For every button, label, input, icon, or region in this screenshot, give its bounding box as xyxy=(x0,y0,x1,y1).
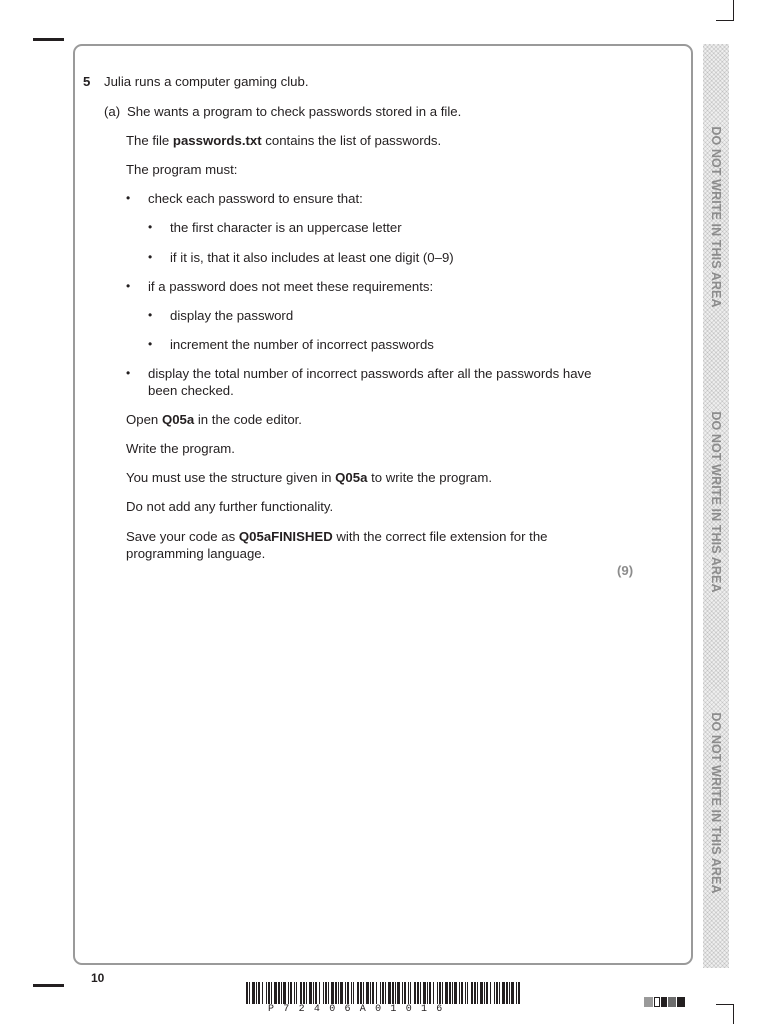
save-line-2: programming language. xyxy=(126,546,266,561)
bullet-2-marker: • xyxy=(126,279,131,293)
page-number: 10 xyxy=(91,971,105,985)
must-line: The program must: xyxy=(126,162,238,177)
sub-bullet-1-1-marker: • xyxy=(148,220,153,234)
crop-mark-top-right-h xyxy=(716,20,734,21)
open-line: Open Q05a in the code editor. xyxy=(126,412,302,427)
sub-bullet-2-2-marker: • xyxy=(148,337,153,351)
save-line: Save your code as Q05aFINISHED with the correct file extension for the xyxy=(126,529,548,544)
bullet-1-marker: • xyxy=(126,191,131,205)
crop-mark-top-left xyxy=(33,38,64,41)
no-add-line: Do not add any further functionality. xyxy=(126,499,334,514)
part-a-intro: She wants a program to check passwords stored in a file. xyxy=(127,104,462,119)
barcode xyxy=(246,982,522,1004)
sub-bullet-1-2-text: if it is, that it also includes at least one digit (0–9) xyxy=(170,250,454,265)
marks-allocation: (9) xyxy=(617,563,634,578)
structure-line: You must use the structure given in Q05a to write the program. xyxy=(126,470,493,485)
bullet-3-marker: • xyxy=(126,366,131,380)
bullet-1-text: check each password to ensure that: xyxy=(148,191,363,206)
crop-mark-bottom-right xyxy=(733,1004,734,1024)
sub-bullet-2-1-marker: • xyxy=(148,308,153,322)
file-line: The file passwords.txt contains the list of passwords. xyxy=(126,133,442,148)
crop-mark-bottom-left xyxy=(33,984,64,987)
question-stem: Julia runs a computer gaming club. xyxy=(104,74,309,89)
write-line: Write the program. xyxy=(126,441,235,456)
crop-mark-bottom-right-h xyxy=(716,1004,734,1005)
question-number: 5 xyxy=(83,74,91,89)
barcode-text: P72406A01016 xyxy=(268,1004,452,1015)
bullet-3-text-line2: been checked. xyxy=(148,383,234,398)
sub-bullet-2-2-text: increment the number of incorrect passwords xyxy=(170,337,434,352)
filename: passwords.txt xyxy=(172,133,262,148)
bullet-2-text: if a password does not meet these requirements: xyxy=(148,279,434,294)
crop-mark-top-right xyxy=(733,0,734,21)
sub-bullet-2-1-text: display the password xyxy=(170,308,294,323)
bullet-3-text-line1: display the total number of incorrect passwords after all the passwords have xyxy=(148,366,592,381)
part-a-label: (a) xyxy=(104,104,121,119)
sub-bullet-1-2-marker: • xyxy=(148,250,153,264)
sub-bullet-1-1-text: the first character is an uppercase letter xyxy=(170,220,402,235)
